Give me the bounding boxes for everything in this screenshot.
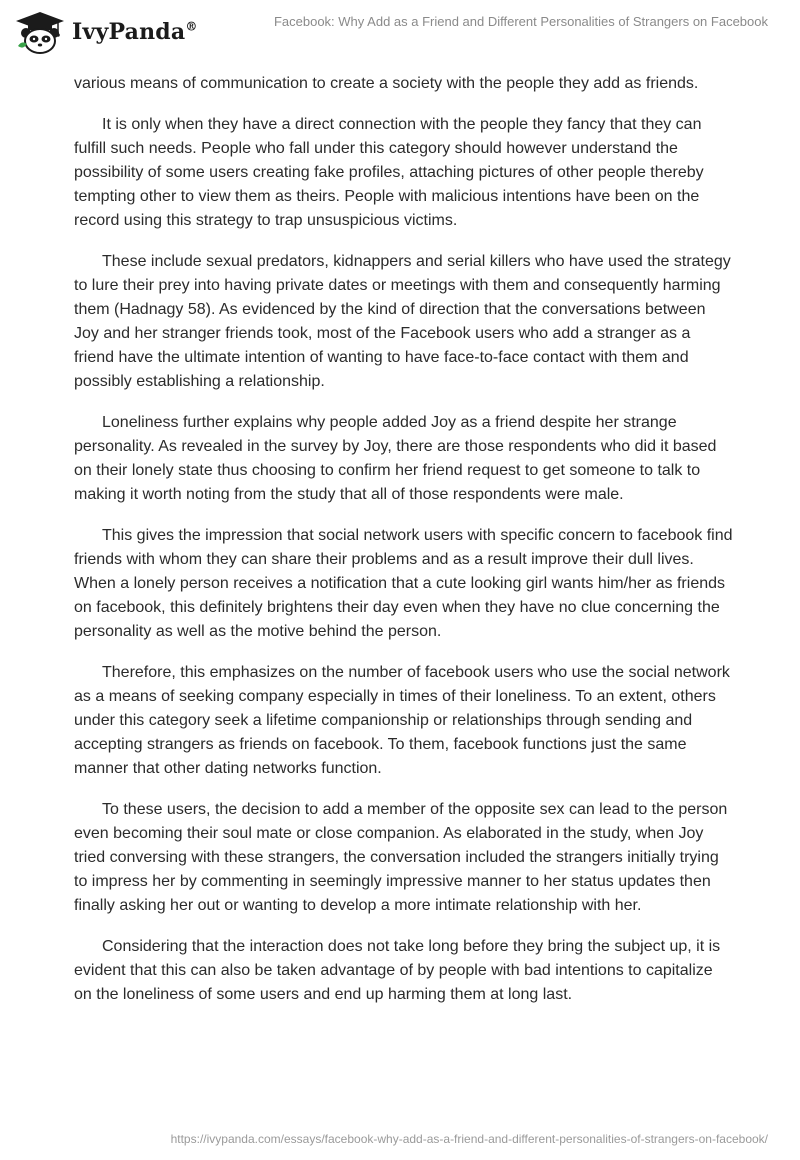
brand-logo[interactable]	[14, 10, 198, 54]
paragraph: It is only when they have a direct connection with the people they fancy that they can fulfill such needs. People who fall under this category should however understand the possibility of some users creating fake profiles, attaching pictures of other people thereby tempting other to view them as theirs. People with malicious intentions have been on the record using this strategy to trap unsuspicious victims.	[74, 116, 704, 229]
source-url[interactable]: https://ivypanda.com/essays/facebook-why-add-as-a-friend-and-different-personalities-of-strangers-on-facebook/	[170, 1132, 768, 1146]
panda-graduate-icon	[14, 10, 66, 54]
brand-name: IvyPanda®	[72, 19, 198, 45]
page-header	[0, 0, 800, 60]
document-title: Facebook: Why Add as a Friend and Different Personalities of Strangers on Facebook	[273, 14, 768, 29]
paragraph: Therefore, this emphasizes on the number of facebook users who use the social network as a means of seeking company especially in times of their loneliness. To an extent, others under this category seek a lifetime companionship or relationships through sending and accepting strangers as friends on facebook. To them, facebook functions just the same manner that other dating networks function.	[74, 664, 730, 777]
paragraph: Considering that the interaction does not take long before they bring the subject up, it is evident that this can also be taken advantage of by people with bad intentions to capitalize on the loneliness of some users and end up harming them at long last.	[74, 938, 721, 1003]
paragraph: Loneliness further explains why people added Joy as a friend despite her strange personality. As revealed in the survey by Joy, there are those respondents who did it based on their lonely state thus choosing to confirm her friend request to get someone to talk to making it worth noting from the study that all of those respondents were male.	[74, 414, 717, 503]
paragraph: various means of communication to create a society with the people they add as friends.	[74, 75, 699, 92]
paragraph: To these users, the decision to add a member of the opposite sex can lead to the person even becoming their soul mate or close companion. As elaborated in the study, when Joy tried conversing with these strangers, the conversation included the strangers initially trying to impress her by commenting in seemingly impressive manner to her status updates then finally asking her out or wanting to develop a more intimate relationship with her.	[74, 801, 728, 914]
essay-body	[74, 72, 734, 1024]
paragraph: This gives the impression that social network users with specific concern to facebook find friends with whom they can share their problems and as a result improve their dull lives. When a lonely person receives a notification that a cute looking girl wants him/her as friends on facebook, this definitely brightens their day even when they have no clue concerning the personality as well as the motive behind the person.	[74, 527, 733, 640]
paragraph: These include sexual predators, kidnappers and serial killers who have used the strategy to lure their prey into having private dates or meetings with them and consequently harming them (Hadnagy 58). As evidenced by the kind of direction that the conversations between Joy and her stranger friends took, most of the Facebook users who add a stranger as a friend have the ultimate intention of wanting to have face-to-face contact with them and possibly establishing a relationship.	[74, 253, 731, 390]
